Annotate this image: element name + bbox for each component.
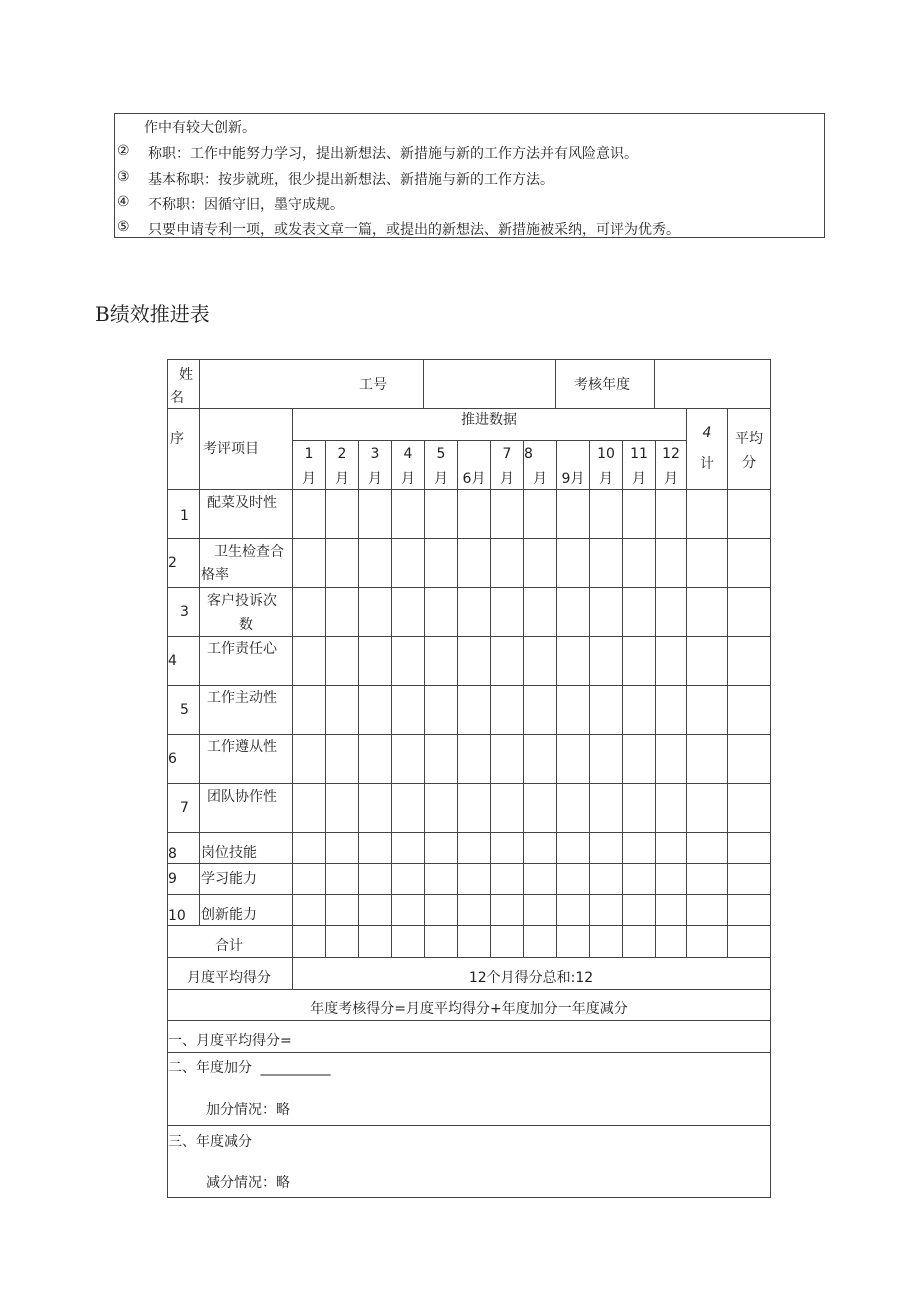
row-item: 工作责任心 bbox=[207, 641, 277, 657]
row-item: 工作遵从性 bbox=[207, 739, 277, 755]
row-item: 岗位技能 bbox=[201, 845, 257, 861]
month-number: 12 bbox=[662, 446, 680, 462]
month-unit: 月 bbox=[434, 471, 448, 487]
month-unit: 月 bbox=[664, 471, 678, 487]
month-number: 1 bbox=[304, 446, 314, 462]
month-unit: 月 bbox=[368, 471, 382, 487]
month-unit: 9月 bbox=[561, 471, 585, 487]
section-title: B绩效推进表 bbox=[95, 302, 210, 326]
annual-bonus-label: 二、年度加分 bbox=[168, 1060, 252, 1076]
row-seq: 10 bbox=[168, 908, 186, 924]
month-unit: 月 bbox=[335, 471, 349, 487]
month-unit: 月 bbox=[632, 471, 646, 487]
row-seq: 6 bbox=[168, 751, 177, 767]
row-item: 学习能力 bbox=[201, 871, 257, 887]
data-header: 推进数据 bbox=[461, 412, 517, 428]
year-label: 考核年度 bbox=[574, 377, 630, 393]
formula: 年度考核得分=月度平均得分+年度加分一年度减分 bbox=[310, 1001, 628, 1017]
month-unit: 月 bbox=[533, 471, 547, 487]
deduction-detail: 减分情况：略 bbox=[206, 1175, 290, 1191]
total-header: 计 bbox=[700, 456, 714, 472]
criteria-number: ③ bbox=[117, 169, 130, 185]
row-item: 工作主动性 bbox=[207, 690, 277, 706]
row-item: 数 bbox=[239, 617, 253, 633]
row-seq: 5 bbox=[180, 702, 189, 718]
criteria-number: ② bbox=[117, 143, 130, 159]
month-number: 4 bbox=[403, 446, 413, 462]
month-unit: 月 bbox=[302, 471, 316, 487]
row-seq: 4 bbox=[168, 653, 177, 669]
criteria-text: 只要申请专利一项，或发表文章一篇，或提出的新想法、新措施被采纳，可评为优秀。 bbox=[148, 222, 680, 238]
criteria-text: 不称职：因循守旧，墨守成规。 bbox=[148, 197, 344, 213]
row-seq: 2 bbox=[168, 555, 177, 571]
month-number: 10 bbox=[597, 446, 615, 462]
annual-bonus-blank: __________ bbox=[260, 1060, 331, 1076]
monthly-avg-value: 12个月得分总和:12 bbox=[468, 970, 594, 986]
month-number: 11 bbox=[630, 446, 648, 462]
row-seq: 3 bbox=[180, 604, 189, 620]
row-item: 格率 bbox=[201, 567, 229, 583]
month-number: 7 bbox=[502, 446, 512, 462]
name-label: 名 bbox=[170, 390, 184, 406]
month-unit: 月 bbox=[401, 471, 415, 487]
name-label: 姓 bbox=[179, 367, 193, 383]
criteria-text: 基本称职：按步就班，很少提出新想法、新措施与新的工作方法。 bbox=[148, 172, 554, 188]
monthly-avg-line: 一、月度平均得分= bbox=[168, 1033, 292, 1049]
annual-bonus-line bbox=[168, 1060, 330, 1076]
row-seq: 8 bbox=[168, 846, 177, 862]
month-unit: 月 bbox=[599, 471, 613, 487]
month-number: 3 bbox=[370, 446, 380, 462]
bonus-detail: 加分情况：略 bbox=[206, 1102, 290, 1118]
row-item: 卫生检查合 bbox=[214, 544, 284, 560]
row-item: 创新能力 bbox=[201, 907, 257, 923]
annual-deduction-line: 三、年度减分 bbox=[168, 1134, 252, 1150]
row-seq: 9 bbox=[168, 871, 177, 887]
month-number: 8 bbox=[524, 446, 533, 462]
month-unit: 月 bbox=[500, 471, 514, 487]
item-header: 考评项目 bbox=[203, 441, 259, 457]
avg-header: 平均 bbox=[735, 431, 763, 447]
criteria-text: 作中有较大创新。 bbox=[144, 120, 256, 136]
seq-header: 序 bbox=[170, 431, 184, 447]
criteria-number: ⑤ bbox=[117, 219, 130, 235]
month-unit: 6月 bbox=[462, 471, 486, 487]
month-number: 2 bbox=[337, 446, 347, 462]
avg-header: 分 bbox=[742, 455, 756, 471]
criteria-number: ④ bbox=[117, 194, 130, 210]
month-number: 5 bbox=[436, 446, 446, 462]
work-id-label: 工号 bbox=[359, 377, 387, 393]
row-seq: 1 bbox=[180, 508, 189, 524]
row-item: 客户投诉次 bbox=[207, 593, 277, 609]
sum-label: 合计 bbox=[215, 938, 243, 954]
monthly-avg-label: 月度平均得分 bbox=[187, 970, 271, 986]
row-seq: 7 bbox=[180, 800, 189, 816]
row-item: 团队协作性 bbox=[207, 789, 277, 805]
row-item: 配菜及时性 bbox=[207, 495, 277, 511]
total-header: 4 bbox=[702, 425, 712, 441]
criteria-text: 称职：工作中能努力学习，提出新想法、新措施与新的工作方法并有风险意识。 bbox=[148, 146, 638, 162]
